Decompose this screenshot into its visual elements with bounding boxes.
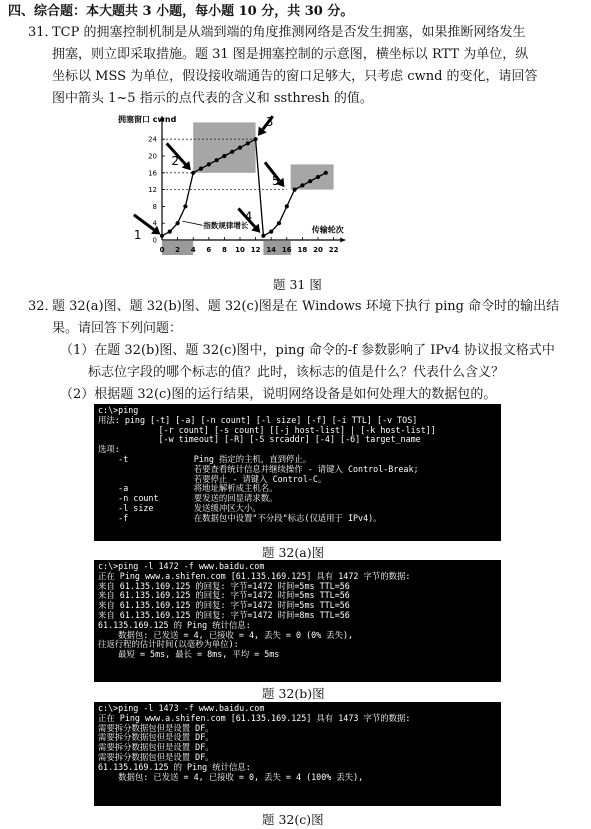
- console-a-line: -f 在数据包中设置"不分段"标志(仅适用于 IPv4)。: [98, 512, 382, 523]
- y-tick-label: 8: [152, 202, 157, 211]
- cwnd-point: [199, 167, 203, 171]
- q32-sub1-line-1: （1）在题 32(b)图、题 32(c)图中，ping 命令的-f 参数影响了 IPv4 协议报文格式中: [60, 343, 555, 358]
- cwnd-point: [269, 230, 273, 234]
- cwnd-point: [207, 162, 211, 166]
- y-tick-label: 20: [148, 152, 157, 161]
- q32c-caption: 题 32(c)图: [262, 812, 324, 827]
- console-c-line: 数据包: 已发送 = 4, 已接收 = 0, 丢失 = 4 (100% 丢失),: [98, 771, 364, 782]
- shaded-region: [291, 164, 334, 189]
- q31-line-1: TCP 的拥塞控制机制是从端到端的角度推测网络是否发生拥塞，如果推断网络发生: [52, 25, 526, 40]
- console-a-line: [-w timeout] [-R] [-S srcaddr] [-4] [-6] target_name: [98, 434, 421, 445]
- console-b-line: 来自 61.135.169.125 的回复: 字节=1472 时间=8ms TTL=56: [98, 609, 350, 620]
- arrow-label: 4: [244, 209, 253, 224]
- console-a-line: -n count 要发送的回显请求数。: [98, 493, 278, 504]
- x-tick-label: 14: [266, 246, 277, 254]
- x-tick-label: 16: [281, 246, 292, 254]
- console-b-line: 来自 61.135.169.125 的回复: 字节=1472 时间=5ms TTL=56: [98, 600, 350, 611]
- q32-line-2: 果。请回答下列问题：: [52, 321, 183, 336]
- x-tick-label: 2: [175, 246, 181, 254]
- cwnd-point: [230, 150, 234, 154]
- console-c-line: c:\>ping -l 1473 -f www.baidu.com: [98, 703, 265, 713]
- cwnd-point: [222, 154, 226, 158]
- q31-line-2: 拥塞，则立即采取措施。题 31 图是拥塞控制的示意图，横坐标以 RTT 为单位，纵: [52, 47, 529, 62]
- cwnd-point: [308, 179, 312, 183]
- x-axis-label: 传输轮次: [311, 225, 344, 235]
- arrow-label: 1: [133, 228, 142, 243]
- cwnd-point: [215, 158, 219, 162]
- annotation-pointer: [182, 221, 202, 225]
- console-a: [94, 404, 501, 541]
- console-a-line: 用法: ping [-t] [-a] [-n count] [-l size] [-f] [-i TTL] [-v TOS]: [98, 414, 418, 425]
- console-a-line: 若要停止 - 请键入 Control-C。: [98, 473, 327, 484]
- cwnd-point: [316, 175, 320, 179]
- y-axis-label: 拥塞窗口 cwnd: [118, 115, 177, 124]
- console-b-line: 来自 61.135.169.125 的回复: 字节=1472 时间=5ms TTL=56: [98, 590, 350, 601]
- console-c-line: 61.135.169.125 的 Ping 统计信息:: [98, 761, 251, 772]
- console-c: [94, 702, 501, 806]
- x-tick-label: 10: [235, 246, 245, 254]
- x-tick-label: 20: [313, 246, 323, 254]
- cwnd-point: [254, 137, 258, 141]
- q32-sub1-line-2: 标志位字段的哪个标志的值？此时，该标志的值是什么？代表什么含义？: [88, 365, 505, 380]
- y-tick-label: 24: [148, 135, 157, 144]
- cwnd-point: [324, 171, 328, 175]
- cwnd-point: [160, 234, 164, 238]
- x-tick-label: 4: [190, 246, 196, 254]
- console-a-line: -l size 发送缓冲区大小。: [98, 502, 261, 513]
- x-tick-label: 6: [206, 246, 212, 254]
- q31-caption: 题 31 图: [273, 277, 322, 292]
- console-a-line: 若要查看统计信息并继续操作 - 请键入 Control-Break;: [98, 463, 419, 474]
- cwnd-point: [300, 183, 304, 187]
- cwnd-point: [183, 204, 187, 208]
- console-a-line: c:\>ping: [98, 405, 139, 415]
- q32b-caption: 题 32(b)图: [262, 686, 325, 701]
- q32-sub2: （2）根据题 32(c)图的运行结果，说明网络设备是如何处理大的数据包的。: [60, 387, 497, 402]
- arrow-label: 5: [271, 173, 280, 188]
- console-c-line: 需要拆分数据包但是设置 DF。: [98, 732, 214, 743]
- console-b: [94, 560, 501, 682]
- console-a-line: -a 将地址解析成主机名。: [98, 483, 278, 494]
- console-a-line: [-r count] [-s count] [[-j host-list] | [-k host-list]]: [98, 424, 436, 435]
- cwnd-point: [261, 234, 265, 238]
- console-a-line: -t Ping 指定的主机，直到停止。: [98, 453, 312, 464]
- console-c-line: 需要拆分数据包但是设置 DF。: [98, 751, 214, 762]
- q32a-caption: 题 32(a)图: [262, 545, 325, 560]
- shaded-region: [193, 122, 255, 172]
- console-b-line: 正在 Ping www.a.shifen.com [61.135.169.125] 具有 1472 字节的数据:: [98, 570, 411, 581]
- console-b-line: 来自 61.135.169.125 的回复: 字节=1472 时间=5ms TTL=56: [98, 580, 350, 591]
- cwnd-point: [277, 221, 281, 225]
- cwnd-point: [168, 230, 172, 234]
- console-b-line: 往返行程的估计时间(以毫秒为单位):: [98, 639, 239, 650]
- q31-number: 31．: [28, 25, 58, 40]
- q31-line-4: 图中箭头 1~5 指示的点代表的含义和 ssthresh 的值。: [52, 91, 373, 106]
- console-c-line: 正在 Ping www.a.shifen.com [61.135.169.125] 具有 1473 字节的数据:: [98, 712, 411, 723]
- cwnd-point: [293, 188, 297, 192]
- q32-line-1: 题 32(a)图、题 32(b)图、题 32(c)图是在 Windows 环境下执行 ping 命令时的输出结: [52, 299, 560, 314]
- y-tick-label: 16: [148, 169, 157, 178]
- console-b-line: c:\>ping -l 1472 -f www.baidu.com: [98, 561, 265, 571]
- y-tick-label: 4: [152, 219, 157, 228]
- section-heading: 四、综合题：本大题共 3 小题，每小题 10 分，共 30 分。: [8, 4, 354, 19]
- x-tick-label: 12: [250, 246, 261, 254]
- y-tick-label: 12: [148, 186, 157, 195]
- cwnd-point: [238, 146, 242, 150]
- console-c-line: 需要拆分数据包但是设置 DF。: [98, 742, 214, 753]
- console-b-line: 最短 = 5ms, 最长 = 8ms, 平均 = 5ms: [98, 649, 280, 660]
- arrow-label: 2: [171, 154, 180, 169]
- y-tick-label: 0: [152, 236, 157, 245]
- x-tick-label: 8: [221, 246, 227, 254]
- console-c-line: 需要拆分数据包但是设置 DF。: [98, 722, 214, 733]
- congestion-window-chart: [116, 112, 472, 266]
- cwnd-point: [246, 141, 250, 145]
- x-axis-arrowhead: [340, 238, 345, 243]
- cwnd-point: [285, 204, 289, 208]
- x-tick-label: 0: [159, 246, 165, 254]
- q32-number: 32．: [28, 299, 58, 314]
- annotation-label: 指数规律增长: [203, 221, 249, 231]
- arrow-label: 3: [265, 115, 274, 130]
- q31-line-3: 坐标以 MSS 为单位，假设接收端通告的窗口足够大，只考虑 cwnd 的变化，请回答: [52, 69, 538, 84]
- console-a-line: 选项:: [98, 444, 120, 455]
- console-b-line: 61.135.169.125 的 Ping 统计信息:: [98, 619, 251, 630]
- console-b-line: 数据包: 已发送 = 4, 已接收 = 4, 丢失 = 0 (0% 丢失),: [98, 629, 354, 640]
- x-tick-label: 18: [297, 246, 308, 254]
- x-tick-label: 22: [328, 246, 339, 254]
- cwnd-point: [176, 221, 180, 225]
- cwnd-point: [191, 171, 195, 175]
